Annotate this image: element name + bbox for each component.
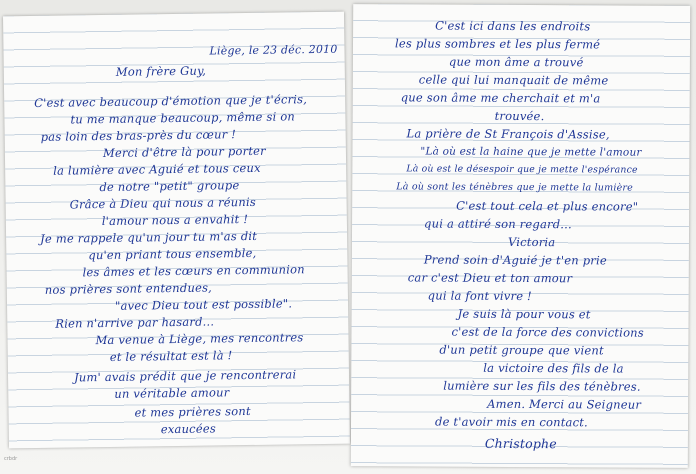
letter-line: car c'est Dieu et ton amour [407, 270, 573, 286]
letter-line: Liège, le 23 déc. 2010 [209, 42, 338, 58]
letter-line: pas loin des bras-près du cœur ! [40, 127, 237, 144]
letter-line: trouvée. [494, 108, 545, 124]
letter-line: de notre "petit" groupe [99, 178, 240, 195]
letter-line: Amen. Merci au Seigneur [487, 396, 642, 412]
letter-line: C'est avec beaucoup d'émotion que je t'écris, [34, 92, 308, 110]
letter-line: et mes prières sont [134, 403, 251, 420]
letter-line: qui a attiré son regard... [424, 216, 572, 232]
letter-line: Là où sont les ténèbres que je mette la lumière [396, 181, 634, 194]
letter-line: La prière de St François d'Assise, [406, 126, 610, 142]
page-2-text [351, 4, 690, 468]
letter-line: Jum' avais prédit que je rencontrerai [73, 367, 297, 385]
letter-line: les âmes et les cœurs en communion [82, 262, 305, 280]
letter-line: Ma venue à Liège, mes rencontres [95, 330, 304, 348]
letter-line: celle qui lui manquait de même [418, 72, 609, 88]
letter-line: Mon frère Guy, [115, 63, 207, 79]
letter-line: qu'en priant tous ensemble, [88, 245, 257, 263]
letter-line: la victoire des fils de la [483, 360, 624, 376]
letter-line: l'amour nous a envahit ! [101, 211, 249, 229]
letter-line: que son âme me cherchait et m'a [400, 90, 601, 106]
letter-line: Rien n'arrive par hasard... [55, 314, 215, 331]
page-1-text [3, 12, 350, 449]
letter-line: c'est de la force des convictions [451, 324, 644, 340]
letter-page-2 [351, 4, 690, 468]
image-label: crbdr [4, 456, 18, 462]
letter-line: Je suis là pour vous et [457, 306, 591, 322]
letter-line: que mon âme a trouvé [448, 54, 584, 70]
letter-line: "avec Dieu tout est possible". [114, 296, 293, 313]
letter-line: qui la font vivre ! [427, 288, 532, 304]
letter-line: Prend soin d'Aguié je t'en prie [423, 252, 607, 268]
letter-page-1 [3, 12, 350, 449]
letter-line: nos prières sont entendues, [44, 280, 213, 297]
letter-line: "Là où est la haine que je mette l'amour [420, 145, 642, 159]
letter-line: de t'avoir mis en contact. [434, 414, 588, 430]
letter-line: exaucées [160, 421, 216, 437]
letter-line: tu me manque beaucoup, même si on [70, 109, 296, 127]
letter-line: un véritable amour [114, 385, 230, 401]
letter-line: C'est tout cela et plus encore" [456, 198, 639, 214]
letter-line: d'un petit groupe que vient [439, 342, 604, 358]
letter-line: Là où est le désespoir que je mette l'espérance [406, 163, 638, 176]
letter-line: Victoria [507, 234, 556, 250]
letter-line: la lumière avec Aguié et tous ceux [53, 160, 261, 178]
signature: Christophe [484, 435, 557, 452]
letter-line: les plus sombres et les plus fermé [394, 36, 601, 52]
letter-line: C'est ici dans les endroits [435, 18, 591, 34]
letter-line: et le résultat est là ! [109, 348, 233, 364]
letter-line: Grâce à Dieu qui nous a réunis [69, 194, 257, 212]
letter-line: Je me rappele qu'un jour tu m'as dit [40, 228, 258, 246]
letter-line: lumière sur les fils des ténèbres. [443, 378, 641, 394]
letter-line: Merci d'être là pour porter [102, 143, 266, 161]
